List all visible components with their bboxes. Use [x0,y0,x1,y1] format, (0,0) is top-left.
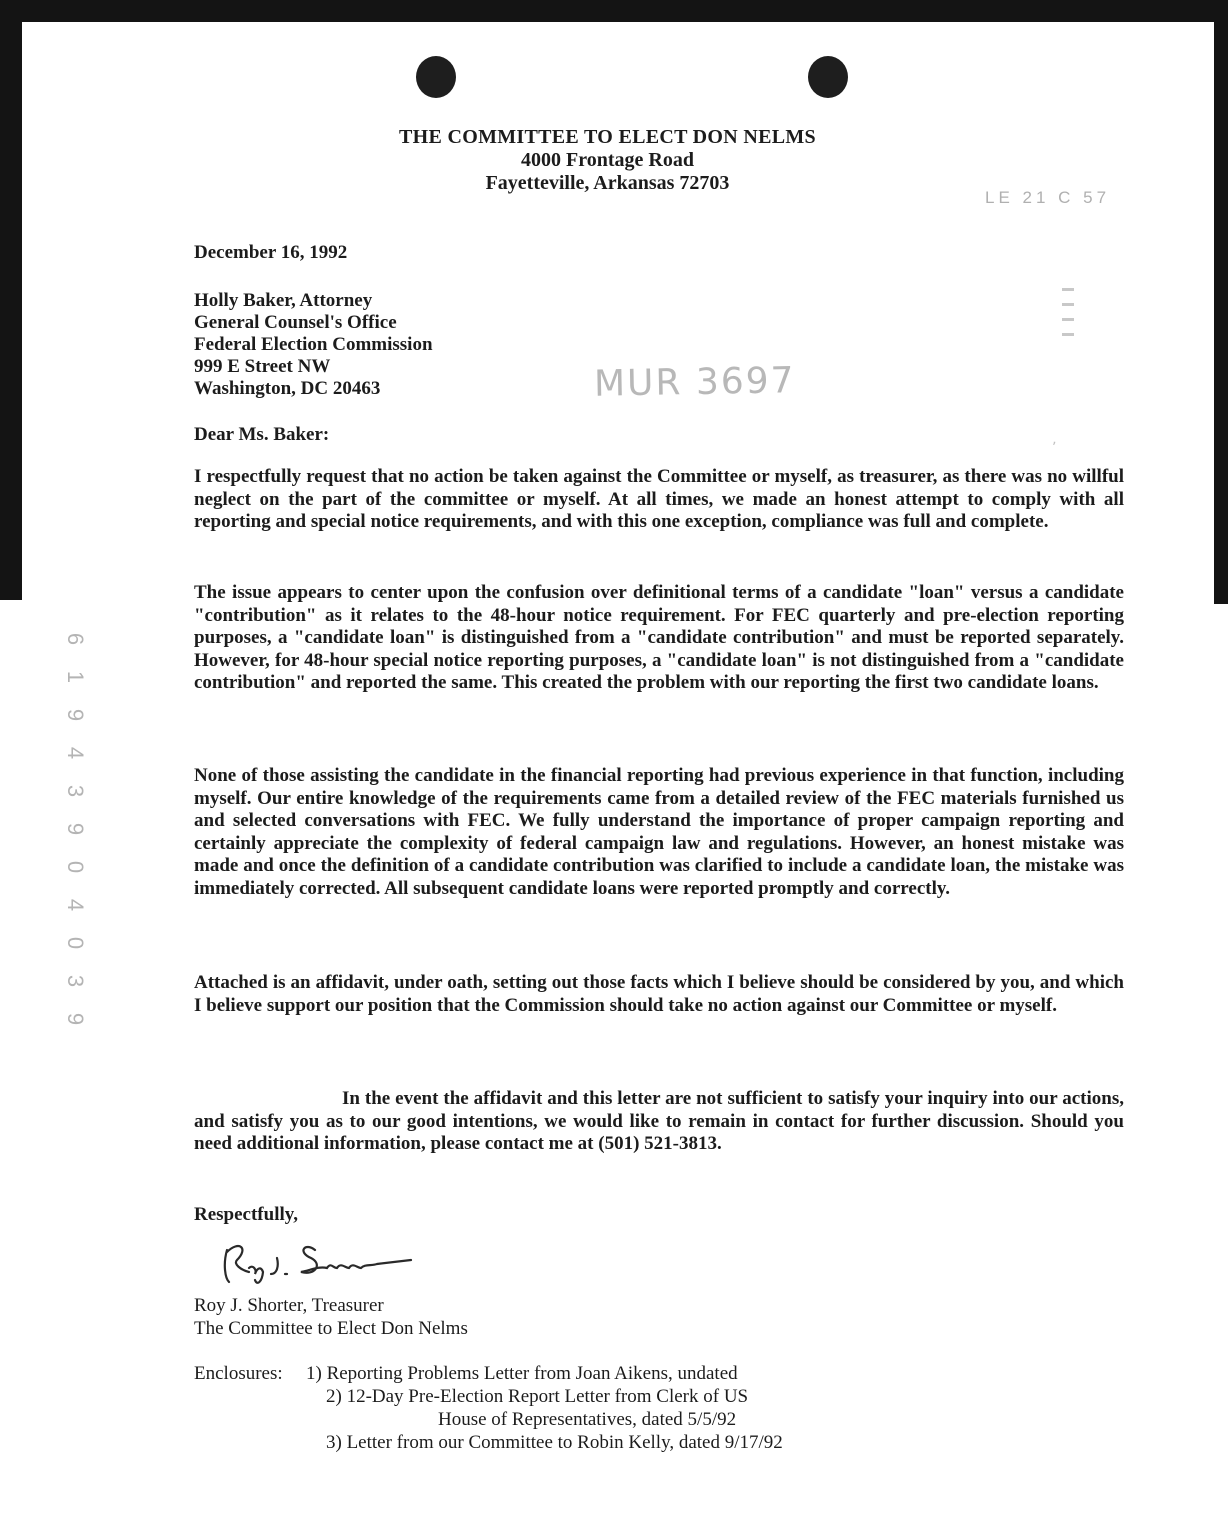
recipient-line: Washington, DC 20463 [194,378,381,399]
punch-hole-left [416,56,456,98]
enclosures-label: Enclosures: [194,1363,283,1384]
margin-digit: 4 [63,746,88,760]
stamp-marks [1062,288,1076,368]
body-paragraph: The issue appears to center upon the confusion over definitional terms of a candidate "loan" versus a candidate "contribution" as it relates to the 48-hour notice requirement. For FEC quarterly and pre-election reporting purposes, a "candidate loan" is distinguished from a "candidate contribution" and must be reported separately. However, for 48-hour special notice reporting purposes, a "candidate loan" is not distinguished from a "candidate contribution" and reported the same. This created the problem with our reporting the first two candidate loans. [194,582,1124,694]
enclosure-item: 2) 12-Day Pre-Election Report Letter from Clerk of US [326,1386,749,1407]
handwritten-signature [215,1230,420,1290]
signer-block [194,1294,468,1340]
received-stamp: LE 21 C 57 [985,188,1111,207]
letterhead-city: Fayetteville, Arkansas 72703 [485,172,730,194]
enclosure-item: House of Representatives, dated 5/5/92 [438,1409,737,1430]
margin-digit: 9 [63,1012,88,1026]
margin-digit: 4 [63,898,88,912]
margin-digit: 0 [63,860,88,874]
scan-artifact-mark: ʼ [1052,440,1057,456]
salutation: Dear Ms. Baker: [194,424,330,445]
signer-name: Roy J. Shorter, Treasurer [194,1295,384,1316]
letterhead [300,126,915,195]
body-paragraph: I respectfully request that no action be taken against the Committee or myself, as treasurer, as there was no willful neglect on the part of the committee or myself. At all times, we made an honest attempt to comply with all reporting and special notice requirements, and with this one exception, compliance was full and complete. [194,466,1124,533]
body-paragraph: Attached is an affidavit, under oath, setting out those facts which I believe should be considered by you, and which I believe support our position that the Commission should take no action against our Committee or myself. [194,972,1124,1016]
letter-date: December 16, 1992 [194,242,348,263]
closing: Respectfully, [194,1204,298,1225]
recipient-line: Holly Baker, Attorney [194,290,373,311]
enclosure-item: 3) Letter from our Committee to Robin Kelly, dated 9/17/92 [326,1432,783,1453]
margin-document-number [64,620,86,1038]
body-paragraph: In the event the affidavit and this letter are not sufficient to satisfy your inquiry into our actions, and satisfy you as to our good intentions, we would like to remain in contact for further discussion. Should you need additional information, please contact me at (501) 521-3813. [194,1088,1124,1155]
margin-digit: 0 [63,936,88,950]
enclosure-item: 1) Reporting Problems Letter from Joan Aikens, undated [306,1363,738,1384]
margin-digit: 9 [63,822,88,836]
margin-digit: 6 [63,632,88,646]
margin-digit: 3 [63,784,88,798]
punch-hole-right [808,56,848,98]
scan-border-right [1214,0,1228,604]
scan-border-left [0,0,22,600]
scan-border-top [0,0,1228,22]
handwritten-case-number: MUR 3697 [593,360,796,405]
letterhead-org-name: THE COMMITTEE TO ELECT DON NELMS [399,126,816,148]
recipient-address [194,290,433,400]
letterhead-street: 4000 Frontage Road [521,149,694,171]
recipient-line: 999 E Street NW [194,356,331,377]
body-paragraph: None of those assisting the candidate in the financial reporting had previous experience in that function, including myself. Our entire knowledge of the requirements came from a detailed review of the FEC materials furnished us and selected conversations with FEC. We fully understand the importance of proper campaign reporting and certainly appreciate the complexity of federal campaign law and regulations. However, an honest mistake was made and once the definition of a candidate contribution was clarified to include a candidate loan, the mistake was immediately corrected. All subsequent candidate loans were reported promptly and correctly. [194,765,1124,899]
margin-digit: 9 [63,708,88,722]
recipient-line: General Counsel's Office [194,312,397,333]
signer-org: The Committee to Elect Don Nelms [194,1318,468,1339]
recipient-line: Federal Election Commission [194,334,433,355]
margin-digit: 3 [63,974,88,988]
margin-digit: 1 [63,670,88,684]
